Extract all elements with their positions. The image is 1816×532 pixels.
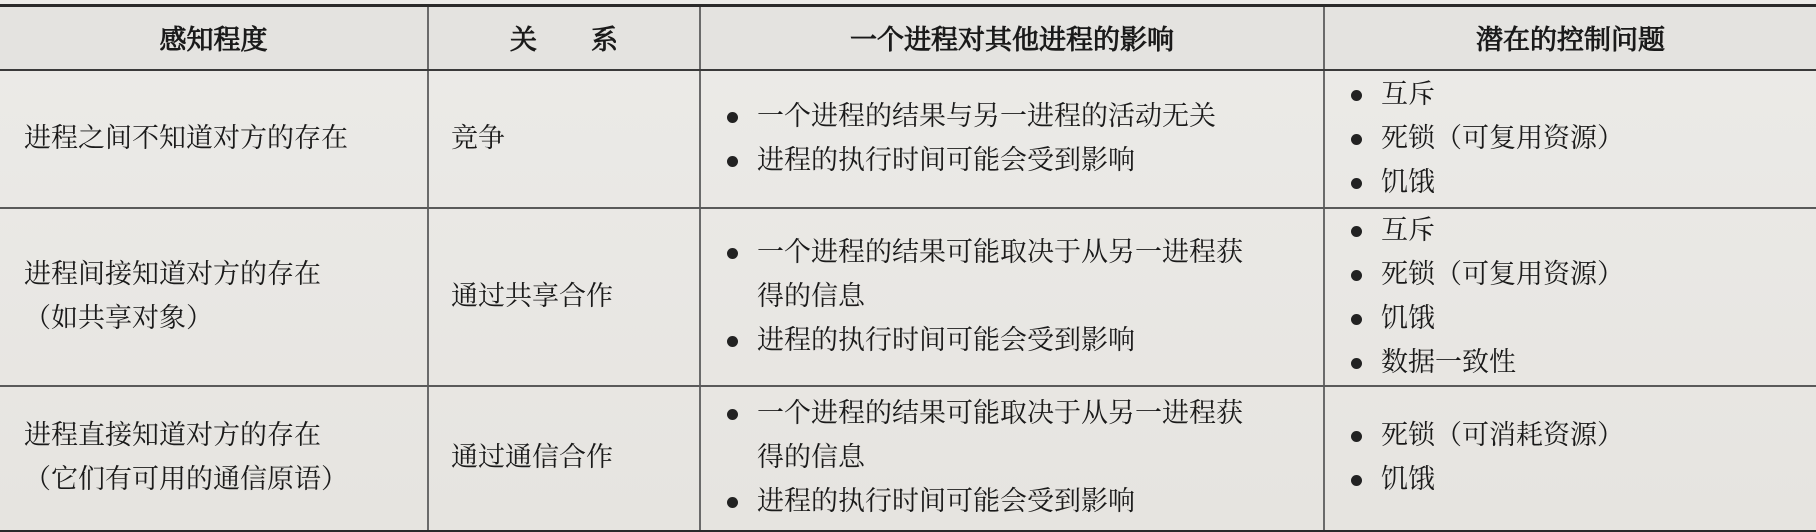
control-problems-cell bbox=[1324, 386, 1816, 532]
influence-item: 进程的执行时间可能会受到影响 bbox=[723, 139, 1323, 183]
header-influence: 一个进程对其他进程的影响 bbox=[700, 6, 1324, 70]
control-problems-cell bbox=[1324, 70, 1816, 208]
header-awareness: 感知程度 bbox=[0, 6, 428, 70]
control-problem-item: 死锁（可消耗资源） bbox=[1347, 414, 1816, 458]
control-problem-item: 数据一致性 bbox=[1347, 341, 1816, 385]
relationship-cell: 竞争 bbox=[428, 70, 700, 208]
control-problem-item: 互斥 bbox=[1347, 209, 1816, 253]
control-problem-item: 死锁（可复用资源） bbox=[1347, 117, 1816, 161]
awareness-text: 进程间接知道对方的存在 bbox=[24, 258, 321, 290]
awareness-text: 进程直接知道对方的存在 bbox=[24, 420, 321, 452]
table-row bbox=[0, 208, 1816, 386]
process-interaction-table bbox=[0, 4, 1816, 532]
header-control-problems: 潜在的控制问题 bbox=[1324, 6, 1816, 70]
control-problem-item: 饥饿 bbox=[1347, 458, 1816, 502]
influence-cell bbox=[700, 208, 1324, 386]
table-row bbox=[0, 386, 1816, 532]
relationship-cell: 通过通信合作 bbox=[428, 386, 700, 532]
awareness-cell bbox=[0, 208, 428, 386]
control-problem-item: 死锁（可复用资源） bbox=[1347, 253, 1816, 297]
control-problem-item: 饥饿 bbox=[1347, 297, 1816, 341]
awareness-cell bbox=[0, 70, 428, 208]
influence-cell bbox=[700, 70, 1324, 208]
header-row bbox=[0, 6, 1816, 70]
relationship-cell: 通过共享合作 bbox=[428, 208, 700, 386]
influence-item: 进程的执行时间可能会受到影响 bbox=[723, 480, 1323, 524]
control-problem-item: 饥饿 bbox=[1347, 161, 1816, 205]
header-relationship: 关 系 bbox=[428, 6, 700, 70]
awareness-note: （如共享对象） bbox=[24, 302, 213, 334]
control-problems-cell bbox=[1324, 208, 1816, 386]
awareness-cell bbox=[0, 386, 428, 532]
influence-item: 一个进程的结果与另一进程的活动无关 bbox=[723, 95, 1323, 139]
awareness-text: 进程之间不知道对方的存在 bbox=[24, 122, 348, 154]
influence-cell bbox=[700, 386, 1324, 532]
table-row bbox=[0, 70, 1816, 208]
influence-item: 进程的执行时间可能会受到影响 bbox=[723, 319, 1323, 363]
influence-item: 一个进程的结果可能取决于从另一进程获得的信息 bbox=[723, 231, 1247, 319]
control-problem-item: 互斥 bbox=[1347, 73, 1816, 117]
awareness-note: （它们有可用的通信原语） bbox=[24, 464, 348, 496]
influence-item: 一个进程的结果可能取决于从另一进程获得的信息 bbox=[723, 392, 1247, 480]
